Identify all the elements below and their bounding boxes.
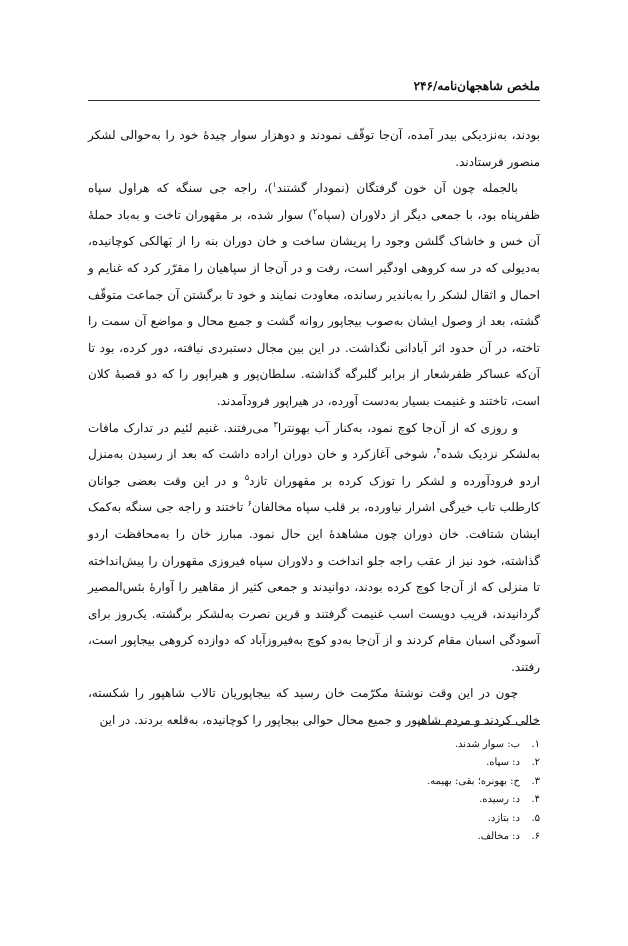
- text-run: ) سوار شده، بر مقهوران تاخت و به‌باد حملهٔ آن خس و خاشاک گلشن وجود را پریشان ساخت و خان دوران بنه را از بَهالکی کوچانیده، به‌دیولی که در سه کروهی اودگیر است، رفت و در آن‌جا از سپاهیان را مقرّر کرد که غنایم و احمال و اثقال لشکر را به‌باندیر رسانده، معاودت نمایند و خود تا برگشتن آن جماعت متوقّف گشته، بعد از وصول ایشان به‌صوب بیجاپور روانه گشت و جمیع محال و مواضع آن سمت را تاخته، در آن حدود اثر آبادانی نگذاشت. در این بین مجال دستبردی نیافته، دور کرده، بود تا آن‌که عساکر ظفرشعار از برابر گلبرگه گذاشته. سلطان‌پور و هیراپور را که دو قصبهٔ کلان است، تاختند و غنیمت بسیار به‌دست آورده، در هیراپور فرودآمدند.: [88, 207, 540, 408]
- footnote-text: د: رسیده.: [479, 794, 520, 806]
- text-run: )، راجه جی سنگه که هراول سپاه ظفرپناه بود، با جمعی دیگر از دلاوران (سپاه: [88, 181, 541, 222]
- footnote: [300, 828, 540, 846]
- footnote: [300, 754, 540, 772]
- main-text: [88, 122, 540, 734]
- footnotes-list: [300, 736, 540, 846]
- footnote-ref-6: ۶: [247, 499, 252, 509]
- footnote-text: ب: سوار شدند.: [454, 739, 520, 750]
- footnote-ref-3: ۳: [273, 419, 278, 429]
- footnote-separator: [418, 724, 540, 725]
- text-run: و روزی که از آن‌جا کوچ نمود، به‌کنار آب بهونترا: [277, 420, 518, 435]
- footnote: [300, 773, 540, 791]
- footnote: [300, 736, 540, 754]
- paragraph-2: [88, 175, 540, 414]
- text-run: تاختند و راجه جی سنگه به‌کمک ایشان شتافت. خان دوران چون مشاهدهٔ این حال نمود. مبارز خان را به‌محافظت اردو گذاشته، خود نیز از عقب راجه جلو انداخت و دلاوران سپاه فیروزی مقهوران را پیش‌انداخته تا منزلی که از آن‌جا کوچ کرده بودند، دوانیدند و جمعی کثیر از مقاهیر را آوارهٔ بئس‌المصیر گردانیدند، قریب دویست اسب غنیمت گرفتند و قرین نصرت به‌لشکر برگشته. یک‌روز برای آسودگی اسبان مقام کردند و از آن‌جا به‌دو کوچ به‌فیروزآباد که دوازده کروهی بیجاپور است، رفتند.: [88, 500, 540, 674]
- page-header: [88, 76, 540, 101]
- footnote-number: ۶.: [531, 831, 540, 843]
- text-run: بالجمله چون آن خون گرفتگان (نمودار گشتند: [276, 181, 519, 196]
- footnote: [300, 791, 540, 809]
- footnote-text: د: مخالف.: [477, 831, 520, 843]
- footnote-number: ۱.: [531, 739, 540, 750]
- paragraph-1: بودند، به‌نزدیکی بیدر آمده، آن‌جا توقّف نمودند و دوهزار سوار چیدهٔ خود را به‌حوالی لشکر منصور فرستادند.: [88, 128, 540, 169]
- paragraph-3: [88, 415, 540, 681]
- text-run: ، شوخی آغازکرد و خان دوران اراده داشت که بعد از رسیدن به‌منزل اردو فرودآورده و لشکر را توزک کرده بر مقهوران تازد: [88, 447, 540, 488]
- paragraph-4: چون در این وقت نوشتهٔ مکرّمت خان رسید که بیجاپوریان تالاب شاهپور را شکسته، خالی کردند و مردم شاهپور و جمیع محال حوالی بیجاپور را کوچانیده، به‌قلعه بردند. در این: [88, 686, 540, 728]
- footnote-ref-4: ۴: [436, 446, 441, 456]
- running-title: ملخص شاهجهان‌نامه/۲۴۶: [413, 79, 540, 93]
- footnote-number: ۳.: [531, 775, 540, 787]
- footnote-ref-5: ۵: [244, 472, 250, 482]
- footnote-text: د: سپاه.: [486, 757, 520, 769]
- footnote-number: ۴.: [531, 794, 540, 806]
- footnote-text: ح: بهونره؛ بقی: بهیمه.: [427, 775, 520, 787]
- footnote-text: د: بتازد.: [487, 812, 520, 824]
- footnote: [300, 810, 540, 828]
- text-run: می‌رفتند. غنیم لئیم در تدارک مافات به‌لشکر نزدیک شده: [88, 420, 540, 462]
- text-run: و در این وقت بعضی جوانان کارطلب تاب خیرگی اشرار نیاورده، بر قلب سپاه مخالفان: [88, 473, 540, 515]
- footnote-number: ۵.: [531, 812, 540, 824]
- footnote-ref-2: ۲: [312, 206, 318, 216]
- footnote-number: ۲.: [531, 757, 540, 769]
- footnote-ref-1: ۱: [272, 180, 277, 190]
